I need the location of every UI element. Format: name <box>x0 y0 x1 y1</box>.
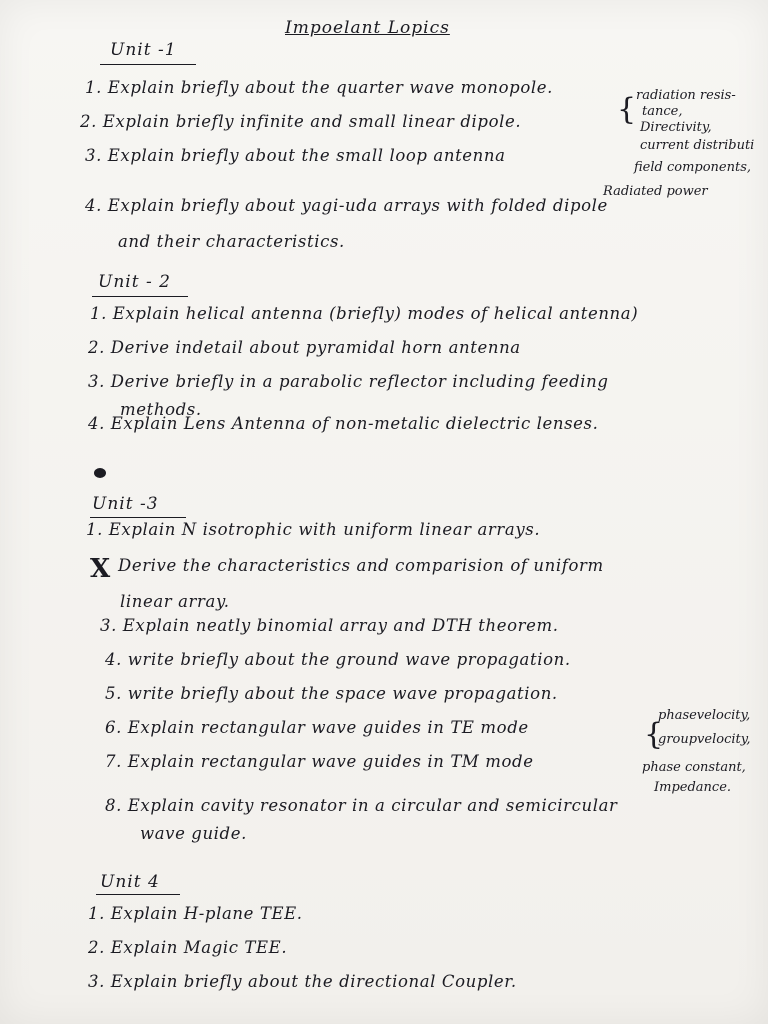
unit-3-heading: Unit -3 <box>92 494 159 514</box>
unit-3-item-3: 3. Explain neatly binomial array and DTH theorem. <box>100 616 559 635</box>
unit-2-underline <box>92 296 188 297</box>
unit-1-item-4: 4. Explain briefly about yagi-uda arrays with folded dipole <box>85 196 608 215</box>
unit-1-note-1: radiation resis- <box>636 88 736 103</box>
page-title: Impoelant Lopics <box>285 18 450 38</box>
unit-3-brace: { <box>644 717 664 752</box>
unit-2-heading: Unit - 2 <box>98 272 171 292</box>
unit-4-item-2: 2. Explain Magic TEE. <box>88 938 288 957</box>
unit-3-item-7: 7. Explain rectangular wave guides in TM mode <box>105 752 534 771</box>
unit-3-note-1: phasevelocity, <box>658 708 751 723</box>
unit-3-item-8-cont: wave guide. <box>140 824 247 843</box>
unit-2-item-2: 2. Derive indetail about pyramidal horn antenna <box>88 338 521 357</box>
unit-2-item-3-cont: methods. <box>120 400 202 419</box>
unit-3-note-4: Impedance. <box>654 780 732 795</box>
unit-3-item-6: 6. Explain rectangular wave guides in TE mode <box>105 718 529 737</box>
unit-1-note-4: current distributi <box>640 138 755 153</box>
unit-3-item-2: Derive the characteristics and comparision of uniform <box>118 556 604 575</box>
unit-4-item-3: 3. Explain briefly about the directional Coupler. <box>88 972 517 991</box>
unit-1-note-5: field components, <box>634 160 752 175</box>
unit-1-heading: Unit -1 <box>110 40 177 60</box>
unit-3-item-4: 4. write briefly about the ground wave propagation. <box>105 650 571 669</box>
ink-blot-icon <box>94 468 106 478</box>
unit-1-note-3: Directivity, <box>640 120 712 135</box>
unit-1-brace: { <box>617 92 637 127</box>
unit-1-item-4-cont: and their characteristics. <box>118 232 345 251</box>
unit-3-item-8: 8. Explain cavity resonator in a circular and semicircular <box>105 796 618 815</box>
x-mark-icon: X <box>90 554 111 584</box>
unit-1-note-2: tance, <box>642 104 683 119</box>
unit-1-item-1: 1. Explain briefly about the quarter wave monopole. <box>85 78 553 97</box>
unit-4-heading: Unit 4 <box>100 872 160 892</box>
unit-3-item-2-cont: linear array. <box>120 592 230 611</box>
unit-1-underline <box>100 64 196 65</box>
unit-3-note-3: phase constant, <box>642 760 746 775</box>
unit-4-item-1: 1. Explain H-plane TEE. <box>88 904 303 923</box>
unit-1-note-6: Radiated power <box>603 184 708 199</box>
unit-3-item-5: 5. write briefly about the space wave propagation. <box>105 684 558 703</box>
unit-2-item-1: 1. Explain helical antenna (briefly) modes of helical antenna) <box>90 304 639 323</box>
unit-3-item-1: 1. Explain N isotrophic with uniform linear arrays. <box>86 520 541 539</box>
unit-1-item-2: 2. Explain briefly infinite and small linear dipole. <box>80 112 522 131</box>
unit-4-underline <box>96 894 180 895</box>
unit-1-item-3: 3. Explain briefly about the small loop antenna <box>85 146 506 165</box>
unit-2-item-3: 3. Derive briefly in a parabolic reflector including feeding <box>88 372 609 391</box>
unit-3-note-2: groupvelocity, <box>658 732 751 747</box>
unit-3-underline <box>90 517 186 518</box>
unit-2-item-4: 4. Explain Lens Antenna of non-metalic dielectric lenses. <box>88 414 599 433</box>
